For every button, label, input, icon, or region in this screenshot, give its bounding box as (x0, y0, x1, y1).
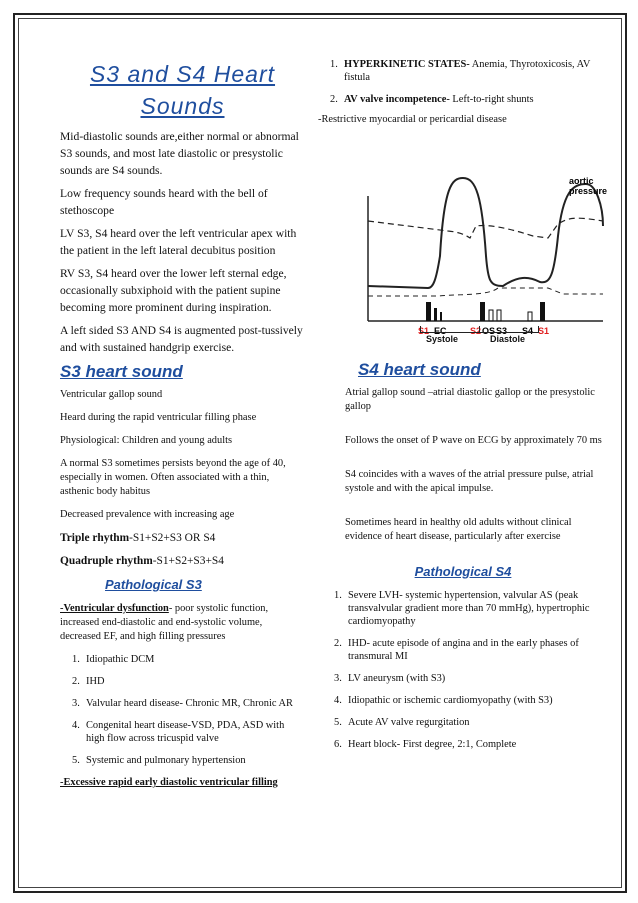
list-item: 2. AV valve incompetence- Left-to-right shunts (330, 94, 534, 105)
pathological-s3-list (60, 653, 305, 767)
list-item: 2. IHD (72, 676, 105, 687)
diastole-label: Diastole (490, 334, 526, 344)
list-item: 1. Severe LVH- systemic hypertension, valvular AS (peak transvalvular gradient more than 70 mmHg), hypertrophic cardiomyopathy (334, 590, 590, 627)
quadruple-rhythm-value: -S1+S2+S3+S4 (152, 555, 224, 567)
title-line-2: Sounds (140, 93, 225, 119)
s3-label: S3 (496, 326, 508, 336)
restrictive-disease: -Restrictive myocardial or pericardial disease (318, 114, 507, 125)
excessive-filling: -Excessive rapid early diastolic ventricular filling (60, 777, 278, 788)
s4-line-1: Atrial gallop sound –atrial diastolic gallop or the presystolic gallop (345, 387, 595, 412)
s1-bar (426, 302, 431, 321)
triple-rhythm (60, 531, 305, 545)
list-item: 1. HYPERKINETIC STATES- Anemia, Thyrotoxicosis, AV fistula (330, 59, 591, 83)
ec-bar (440, 312, 442, 321)
list-item: 1. Idiopathic DCM (72, 654, 155, 665)
s2-bar (480, 302, 485, 321)
intro-paragraph-4: RV S3, S4 heard over the lower left sternal edge, occasionally subxiphoid with the patient supine becoming more prominent during inspiration. (60, 267, 287, 314)
triple-rhythm-label: Triple rhythm (60, 532, 130, 544)
triple-rhythm-value: -S1+S2+S3 OR S4 (129, 532, 216, 544)
pathological-s4-list (318, 589, 608, 751)
s1-bar-2 (434, 308, 437, 321)
pressure-sound-diagram (318, 136, 608, 336)
s1-next-label: S1 (538, 326, 550, 336)
left-column (60, 58, 305, 799)
s3-causes-continued (318, 58, 608, 106)
intro-paragraph-3: LV S3, S4 heard over the left ventricular apex with the patient in the left lateral decubitus position (60, 227, 297, 257)
list-item: 2. IHD- acute episode of angina and in the early phases of transmural MI (334, 638, 579, 662)
s4-heading: S4 heart sound (358, 360, 481, 379)
intro-paragraph-1: Mid-diastolic sounds are,either normal or abnormal S3 sounds, and most late diastolic or presystolic sounds are S4 sounds. (60, 130, 299, 177)
list-item: 4. Congenital heart disease-VSD, PDA, ASD with high flow across tricuspid valve (72, 720, 285, 744)
s3-line-3: Physiological: Children and young adults (60, 435, 233, 446)
phase-labels (318, 326, 608, 350)
s1-label: S1 (418, 326, 430, 336)
ec-label: EC (434, 326, 447, 336)
list-item: 5. Systemic and pulmonary hypertension (72, 755, 246, 766)
list-item: 4. Idiopathic or ischemic cardiomyopathy (with S3) (334, 695, 553, 706)
ventricular-dysfunction-label: -Ventricular dysfunction (60, 603, 169, 614)
ventricular-pressure-curve (368, 178, 603, 288)
quadruple-rhythm-label: Quadruple rhythm (60, 555, 153, 567)
os-label: OS (482, 326, 496, 336)
pathological-s3-heading: Pathological S3 (105, 577, 202, 592)
s3-heading: S3 heart sound (60, 362, 183, 381)
s3-line-4: A normal S3 sometimes persists beyond the age of 40, especially in women. Often associated with a thin, asthenic body habitus (60, 458, 286, 497)
systole-label: Systole (426, 334, 459, 344)
intro-paragraph-2: Low frequency sounds heard with the bell of stethoscope (60, 187, 268, 217)
list-item: 6. Heart block- First degree, 2:1, Complete (334, 739, 517, 750)
s3-line-1: Ventricular gallop sound (60, 389, 163, 400)
s4-line-2: Follows the onset of P wave on ECG by approximately 70 ms (345, 435, 602, 446)
s4-description (318, 386, 608, 544)
diastole-bracket (478, 326, 539, 333)
aortic-pressure-curve (368, 218, 603, 238)
heart-sound-diagram (318, 136, 608, 336)
quadruple-rhythm (60, 554, 305, 568)
s4-line-3: S4 coincides with a waves of the atrial pressure pulse, atrial systole and with the apical impulse. (345, 469, 594, 494)
s3-line-2: Heard during the rapid ventricular filling phase (60, 412, 257, 423)
list-item: 3. Valvular heard disease- Chronic MR, Chronic AR (72, 698, 293, 709)
os-bar (489, 310, 493, 321)
title-line-1: S3 and S4 Heart (89, 61, 276, 87)
s4-bar (528, 312, 532, 321)
s4-line-4: Sometimes heard in healthy old adults without clinical evidence of heart disease, particularly after exercise (345, 517, 572, 542)
s3-line-5: Decreased prevalence with increasing age (60, 509, 235, 520)
s1-next-bar (540, 302, 545, 321)
systole-bracket (420, 326, 480, 333)
s3-bar (497, 310, 501, 321)
intro-paragraph-5: A left sided S3 AND S4 is augmented post-tussively and with sustained handgrip exercise. (60, 324, 303, 354)
page-title (60, 58, 305, 122)
s4-label: S4 (522, 326, 534, 336)
pathological-s4-heading: Pathological S4 (414, 564, 512, 579)
aortic-pressure-label: aortic pressure (569, 176, 608, 196)
right-column (318, 58, 608, 760)
ventricular-dysfunction-text: - poor systolic function, increased end-diastolic and end-systolic volume, decreased EF, and high filling pressures (60, 603, 269, 642)
atrial-pressure-curve (368, 288, 603, 296)
list-item: 3. LV aneurysm (with S3) (334, 673, 446, 684)
s2-label: S2 (470, 326, 482, 336)
list-item: 5. Acute AV valve regurgitation (334, 717, 470, 728)
ventricular-dysfunction (60, 602, 305, 644)
